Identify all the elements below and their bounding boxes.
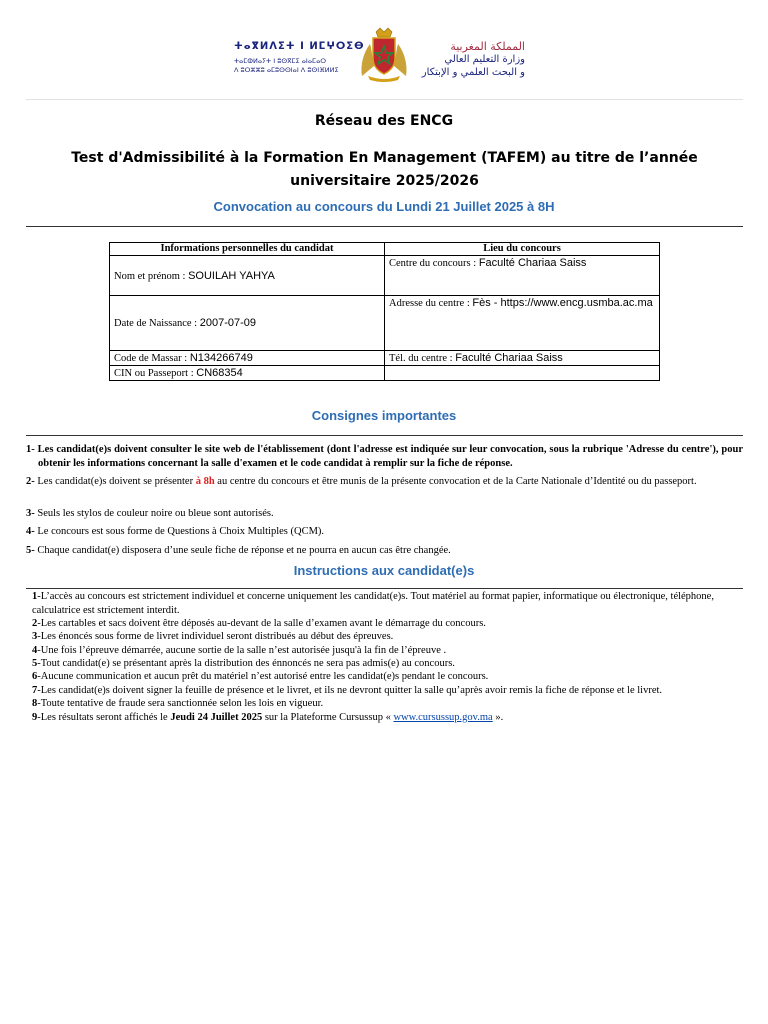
candidate-name: SOUILAH YAHYA bbox=[188, 269, 275, 282]
instruction-item bbox=[32, 617, 732, 631]
consignes-heading: Consignes importantes bbox=[311, 408, 457, 423]
cursussup-link[interactable]: www.cursussup.gov.ma bbox=[393, 712, 493, 723]
name-cell bbox=[110, 256, 385, 296]
address-cell bbox=[385, 296, 660, 351]
instruction-text: -Les cartables et sacs doivent être déposés au-devant de la salle d’examen avant le démarrage du concours. bbox=[37, 618, 486, 629]
instruction-item bbox=[32, 657, 732, 671]
arabic-line-3: و البحث العلمي و الإبتكار bbox=[421, 67, 525, 78]
instruction-item bbox=[32, 697, 732, 711]
table-row bbox=[110, 256, 660, 296]
consigne-number: 5- bbox=[26, 545, 35, 556]
consigne-time-highlight: à 8h bbox=[195, 476, 215, 487]
consigne-item bbox=[26, 525, 743, 539]
results-date: Jeudi 24 Juillet 2025 bbox=[170, 712, 263, 723]
instruction-text: -Les énoncés sous forme de livret individuel seront distribués au début des épreuves. bbox=[37, 631, 394, 642]
page-subtitle: Test d'Admissibilité à la Formation En Management (TAFEM) au titre de l’année universitaire 2025/2026 bbox=[71, 150, 698, 189]
instruction-number: 3 bbox=[32, 631, 38, 642]
page-title: Réseau des ENCG bbox=[314, 113, 454, 129]
cell-label: Code de Massar : bbox=[114, 353, 190, 364]
candidate-info-table bbox=[109, 242, 660, 381]
table-header-personal: Informations personnelles du candidat bbox=[110, 243, 385, 256]
cell-label: Date de Naissance : bbox=[114, 318, 200, 329]
instruction-item bbox=[32, 644, 732, 658]
consigne-text: Seuls les stylos de couleur noire ou bleue sont autorisés. bbox=[37, 508, 274, 519]
tifinagh-line-3: ⴷ ⵓⵔⵣⵣⵓ ⴰⵎⵓⵙⵙⵏⴰⵏ ⴷ ⵓⵙⵏⴼⵍⵍⵉ bbox=[234, 66, 339, 74]
table-row bbox=[110, 366, 660, 381]
consigne-number: 1- bbox=[26, 444, 35, 455]
instruction-item bbox=[32, 684, 732, 698]
centre-phone: Faculté Chariaa Saiss bbox=[455, 352, 563, 364]
table-row bbox=[110, 296, 660, 351]
instruction-text: sur la Plateforme Cursussup « bbox=[262, 712, 394, 723]
instruction-item bbox=[32, 670, 732, 684]
consigne-item bbox=[26, 443, 743, 471]
consigne-number: 2- bbox=[26, 476, 35, 487]
consignes-divider bbox=[26, 435, 743, 436]
instruction-item bbox=[32, 711, 732, 725]
arabic-line-1: المملكة المغربية bbox=[450, 40, 525, 53]
instruction-number: 5 bbox=[32, 658, 38, 669]
instruction-number: 8 bbox=[32, 698, 38, 709]
consigne-number: 3- bbox=[26, 508, 35, 519]
morocco-coat-of-arms-icon bbox=[358, 26, 410, 82]
cell-label: Nom et prénom : bbox=[114, 270, 189, 282]
instructions-heading: Instructions aux candidat(e)s bbox=[293, 563, 475, 578]
massar-cell bbox=[110, 351, 385, 366]
centre-address: Fès - https://www.encg.usmba.ac.ma bbox=[472, 297, 653, 309]
section-divider bbox=[26, 226, 743, 227]
cell-label: Tél. du centre : bbox=[389, 353, 456, 364]
consigne-text: Les candidat(e)s doivent se présenter bbox=[37, 476, 196, 487]
cell-label: CIN ou Passeport : bbox=[114, 368, 197, 379]
ministry-header-logo bbox=[225, 26, 525, 84]
instruction-item bbox=[32, 630, 732, 644]
consigne-text: au centre du concours et être munis de la présente convocation et de la Carte Nationale d’Identité ou du passeport. bbox=[214, 476, 697, 487]
instruction-text: -Une fois l’épreuve démarrée, aucune sortie de la salle n’est autorisée jusqu'à la fin de l’épreuve . bbox=[37, 645, 447, 656]
instruction-number: 6 bbox=[32, 671, 38, 682]
tifinagh-line-1: ⵜⴰⴳⵍⴷⵉⵜ ⵏ ⵍⵎⵖⵔⵉⴱ bbox=[234, 41, 365, 52]
consigne-text: Chaque candidat(e) disposera d’une seule fiche de réponse et ne pourra en aucun cas être changée. bbox=[37, 545, 451, 556]
centre-name: Faculté Chariaa Saiss bbox=[478, 257, 587, 269]
instruction-number: 7 bbox=[32, 685, 38, 696]
tifinagh-line-2: ⵜⴰⵎⵀⵍⴰⵢⵜ ⵏ ⵓⵙⴳⵎⵉ ⴰⵏⴰⵎⴰⵔ bbox=[234, 57, 327, 65]
convocation-heading: Convocation au concours du Lundi 21 Juillet 2025 à 8H bbox=[213, 199, 555, 214]
birth-date: 2007-07-09 bbox=[199, 317, 256, 329]
header-divider bbox=[26, 99, 743, 100]
arabic-line-2: وزارة التعليم العالي bbox=[444, 54, 525, 65]
instruction-item bbox=[32, 590, 732, 617]
consigne-item bbox=[26, 544, 743, 558]
instruction-text: -Les candidat(e)s doivent signer la feuille de présence et le livret, et ils ne devront quitter la salle qu’après avoir remis la fiche de réponse et le livret. bbox=[37, 685, 663, 696]
instruction-number: 9 bbox=[32, 712, 38, 723]
cin-number: CN68354 bbox=[196, 367, 243, 379]
cin-cell bbox=[110, 366, 385, 381]
centre-cell bbox=[385, 256, 660, 296]
consigne-text: Le concours est sous forme de Questions à Choix Multiples (QCM). bbox=[37, 526, 325, 537]
consigne-item bbox=[26, 507, 743, 521]
table-header-venue: Lieu du concours bbox=[385, 243, 660, 256]
instruction-text: -Les résultats seront affichés le bbox=[37, 712, 171, 723]
instruction-text: ». bbox=[492, 712, 504, 723]
instruction-text: -L’accès au concours est strictement individuel et concerne uniquement les candidat(e)s. Tout matériel au format papier, informatique ou électronique, téléphone, calculatrice est strictement interdit. bbox=[32, 591, 714, 616]
instruction-number: 2 bbox=[32, 618, 38, 629]
massar-code: N134266749 bbox=[189, 352, 253, 364]
consigne-number: 4- bbox=[26, 526, 35, 537]
instruction-number: 4 bbox=[32, 645, 38, 656]
cell-label: Adresse du centre : bbox=[389, 298, 473, 309]
instruction-number: 1 bbox=[32, 591, 38, 602]
table-row bbox=[110, 351, 660, 366]
instruction-text: -Toute tentative de fraude sera sanctionnée selon les lois en vigueur. bbox=[37, 698, 324, 709]
instruction-text: -Tout candidat(e) se présentant après la distribution des énnoncés ne sera pas admis(e) au concours. bbox=[37, 658, 455, 669]
birthdate-cell bbox=[110, 296, 385, 351]
empty-cell bbox=[385, 366, 660, 381]
cell-label: Centre du concours : bbox=[389, 258, 479, 269]
consigne-item bbox=[26, 475, 743, 489]
instruction-text: -Aucune communication et aucun prêt du matériel n’est autorisé entre les candidat(e)s pendant le concours. bbox=[37, 671, 489, 682]
phone-cell bbox=[385, 351, 660, 366]
instructions-divider bbox=[26, 588, 743, 589]
consigne-text: Les candidat(e)s doivent consulter le site web de l'établissement (dont l'adresse est indiquée sur leur convocation, sous la rubrique 'Adresse du centre'), pour obtenir les informations concernant la salle d'examen et le code candidat à remplir sur la fiche de réponse. bbox=[37, 444, 743, 469]
